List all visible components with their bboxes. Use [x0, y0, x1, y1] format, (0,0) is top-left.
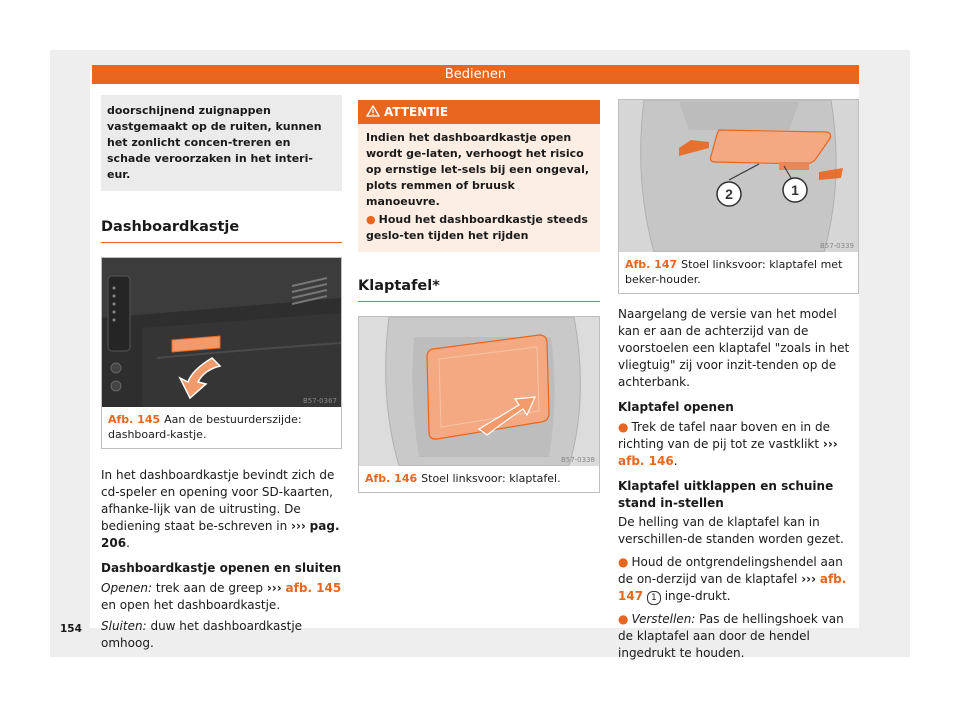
- bullet-item-verstellen: [618, 611, 859, 662]
- paragraph-close: [101, 618, 342, 652]
- section-title-klaptafel: Klaptafel*: [358, 278, 600, 302]
- warning-bullet-text: Houd het dashboardkastje steeds geslo-ten tijden het rijden: [366, 213, 588, 242]
- dashboard-illustration: [102, 258, 341, 407]
- paragraph-intro: [101, 467, 342, 552]
- paragraph-intro-text: In het dashboardkastje bevindt zich de cd-speler en opening voor SD-kaarten, afhanke-lijk van de uitrusting. De bediening staat be-schreven in: [101, 468, 335, 533]
- paragraph-end: .: [126, 536, 130, 550]
- figure-ref-link[interactable]: afb. 146: [618, 454, 674, 468]
- tray-cupholder-illustration: [619, 100, 858, 252]
- bullet-text: Houd de ontgrendelingshendel aan de on-derzijd van de klaptafel: [618, 555, 843, 586]
- ref-arrows: ›››: [822, 437, 838, 451]
- figure-147-code: B57-0339: [819, 242, 854, 250]
- page-header: Bedienen: [92, 65, 859, 84]
- open-label: Openen:: [101, 581, 153, 595]
- bullet-text: Pas de hellingshoek van de klaptafel aan door de hendel ingedrukt te houden.: [618, 612, 844, 660]
- paragraph-open: [101, 580, 342, 614]
- page-ref-link[interactable]: pag. 206: [101, 519, 340, 550]
- figure-146-caption-text: Stoel linksvoor: klaptafel.: [421, 472, 561, 485]
- paragraph-klaptafel-intro: Naargelang de versie van het model kan er aan de achterzijd van de voorstoelen een klaptafel "zoals in het vliegtuig" zij voor inzit-tenden op de achterbank.: [618, 307, 850, 389]
- page-number: 154: [60, 623, 82, 635]
- figure-145-image: [102, 258, 341, 407]
- column-left: [101, 70, 342, 652]
- figure-147: [618, 99, 859, 294]
- bullet-end: inge-drukt.: [660, 589, 731, 603]
- ref-arrows: ›››: [266, 581, 282, 595]
- warning-box: [358, 100, 600, 252]
- bullet-text: Trek de tafel naar boven en in de richting van de pij tot ze vastklikt: [618, 420, 830, 451]
- figure-147-caption-text: Stoel linksvoor: klaptafel met beker-houder.: [625, 258, 843, 286]
- bullet-icon: ●: [618, 612, 629, 626]
- open-text: trek aan de greep: [152, 581, 267, 595]
- figure-ref-link[interactable]: afb. 147: [618, 572, 847, 603]
- note-box: doorschijnend zuignappen vastgemaakt op de ruiten, kunnen het zonlicht concen-treren en schade veroorzaken in het interi-eur.: [101, 95, 342, 191]
- warning-title: ATTENTIE: [384, 105, 449, 119]
- subheading-open-close: Dashboardkastje openen en sluiten: [101, 561, 342, 575]
- bullet-icon: ●: [618, 420, 629, 434]
- figure-147-image: [619, 100, 858, 252]
- warning-text: Indien het dashboardkastje open wordt ge-laten, verhoogt het risico op ernstige let-sels bij een ongeval, plots remmen of bruusk manoeuvre.: [366, 131, 590, 208]
- verstellen-label: Verstellen:: [631, 612, 696, 626]
- figure-ref-link[interactable]: afb. 145: [285, 581, 342, 595]
- open-text-end: en open het dashboardkastje.: [101, 598, 281, 612]
- bullet-item-ontgrendeling: [618, 554, 859, 605]
- marker-2: 2: [725, 186, 733, 202]
- subheading-klaptafel-openen: Klaptafel openen: [618, 400, 734, 414]
- figure-145-caption-text: Aan de bestuurderszijde: dashboard-kastje.: [108, 413, 302, 441]
- column-right: [618, 70, 859, 662]
- figure-145-caption: [102, 407, 341, 448]
- bullet-item-openen: [618, 419, 859, 470]
- warning-header: [358, 100, 600, 124]
- ref-arrows: ›››: [801, 572, 817, 586]
- paragraph-helling: De helling van de klaptafel kan in verschillen-de standen worden gezet.: [618, 515, 844, 546]
- figure-145: [101, 257, 342, 449]
- figure-146: [358, 316, 600, 493]
- seat-tray-illustration: [359, 317, 599, 466]
- warning-body: [358, 124, 600, 252]
- warning-bullet-item: [366, 212, 592, 244]
- section-title-dashboardkastje: Dashboardkastje: [101, 219, 342, 243]
- callout-1-icon: 1: [647, 591, 661, 605]
- figure-145-code: B57-0367: [302, 397, 337, 405]
- marker-1: 1: [791, 182, 799, 198]
- figure-146-label: Afb. 146: [365, 472, 418, 485]
- figure-147-label: Afb. 147: [625, 258, 678, 271]
- figure-146-code: B57-0338: [560, 456, 595, 464]
- close-text: duw het dashboardkastje omhoog.: [101, 619, 303, 650]
- figure-146-caption: [359, 466, 599, 492]
- figure-147-caption: [619, 252, 858, 293]
- column-middle: [358, 70, 600, 493]
- figure-145-label: Afb. 145: [108, 413, 161, 426]
- bullet-icon: ●: [618, 555, 629, 569]
- bullet-end: .: [673, 454, 678, 468]
- close-label: Sluiten:: [101, 619, 147, 633]
- warning-triangle-icon: [366, 105, 380, 117]
- subheading-klaptafel-uitklappen: Klaptafel uitklappen en schuine stand in-stellen: [618, 479, 834, 510]
- ref-arrows: ›››: [291, 519, 306, 533]
- bullet-icon: ●: [366, 213, 376, 226]
- figure-146-image: [359, 317, 599, 466]
